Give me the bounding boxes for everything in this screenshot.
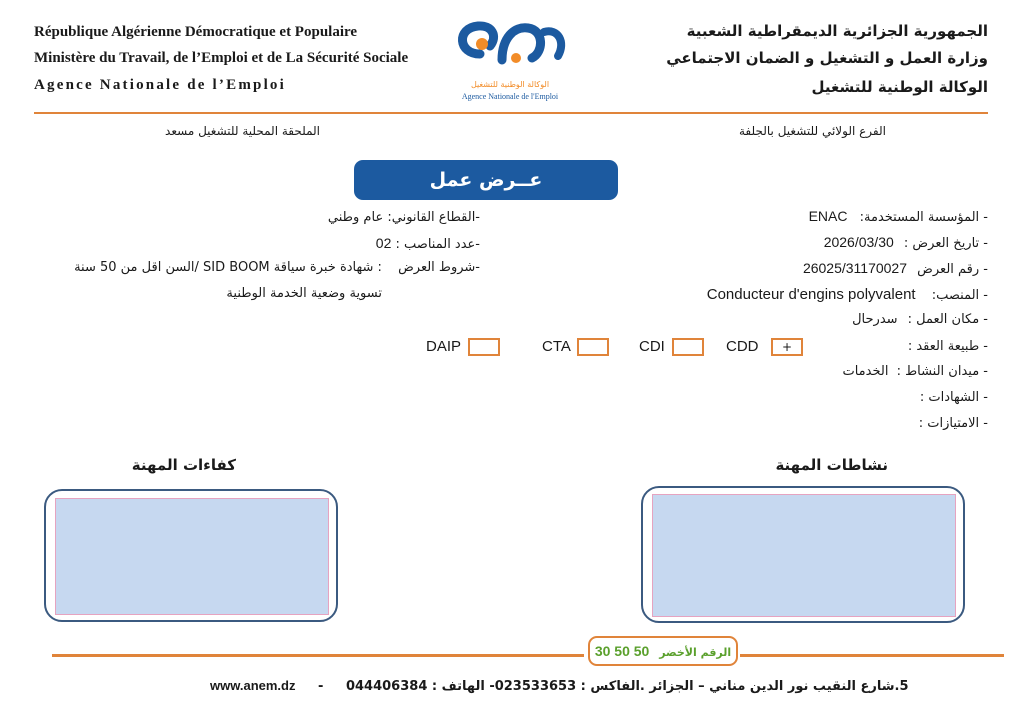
activities-panel: [641, 486, 965, 623]
logo-fr-caption: Agence Nationale de l'Emploi: [461, 92, 559, 101]
activity-field: [842, 364, 988, 379]
position-field: [707, 286, 988, 303]
regional-agency: الفرع الولائي للتشغيل بالجلفة: [739, 124, 886, 138]
anem-logo: [440, 14, 580, 106]
page-title: عــرض عمل: [354, 160, 618, 200]
contract-cdd-checkbox[interactable]: +: [771, 338, 803, 356]
header-ar-line-1: الجمهورية الجزائرية الديمقراطية الشعبية: [686, 22, 988, 40]
positions-count-value: 02: [375, 235, 392, 251]
activity-label: - ميدان النشاط :: [896, 364, 988, 379]
contract-cta-checkbox[interactable]: [577, 338, 609, 356]
employer-value: ENAC: [808, 208, 848, 224]
contract-cdd-code: CDD: [726, 338, 759, 355]
employer-field: [809, 208, 988, 225]
position-value: Conducteur d'engins polyvalent: [706, 286, 916, 303]
positions-count-field: [376, 235, 480, 252]
offer-date-field: [824, 234, 988, 251]
competencies-heading: كفاءات المهنة: [131, 456, 236, 474]
header-fr-line-2: Ministère du Travail, de l’Emploi et de La Sécurité Sociale: [34, 50, 409, 66]
position-label: - المنصب:: [931, 288, 988, 303]
activities-heading: نشاطات المهنة: [775, 456, 888, 474]
competencies-panel: [44, 489, 338, 622]
workplace-field: [852, 312, 988, 327]
green-number-value: 50 50 30: [594, 643, 650, 659]
conditions-field: [74, 260, 480, 275]
logo-ar-caption: الوكالة الوطنية للتشغيل: [470, 80, 550, 89]
header-ar-line-2: وزارة العمل و التشغيل و الضمان الاجتماعي: [666, 49, 988, 67]
footer-separator: -: [318, 679, 324, 694]
footer-line-right: [740, 654, 1004, 657]
conditions-line-1: : شهادة خبرة سياقة SID BOOM /السن اقل من 50 سنة: [74, 260, 382, 275]
green-number-label: الرقم الأخضر: [659, 646, 732, 659]
footer-address: 5.شارع النقيب نور الدين مناني – الجزائر .الفاكس : 023533653- الهاتف : 044406384: [345, 679, 909, 694]
employer-label: - المؤسسة المستخدمة:: [859, 210, 988, 225]
green-number-badge: [588, 636, 738, 666]
activities-textarea[interactable]: [652, 494, 956, 617]
header-fr-line-1: République Algérienne Démocratique et Populaire: [34, 24, 358, 40]
positions-count-label: -عدد المناصب :: [395, 237, 480, 252]
diplomas-label: - الشهادات :: [919, 390, 988, 405]
legal-sector-label: -القطاع القانوني:: [387, 210, 480, 225]
header-divider: [34, 112, 988, 114]
legal-sector-field: [328, 210, 480, 225]
local-agency: الملحقة المحلية للتشغيل مسعد: [165, 124, 320, 138]
offer-number-label: - رقم العرض: [917, 262, 988, 277]
contract-daip-code: DAIP: [426, 338, 462, 355]
footer-line-left: [52, 654, 584, 657]
offer-number-value: 26025/31170027: [802, 260, 908, 276]
footer-contact: [210, 678, 909, 694]
footer-website[interactable]: www.anem.dz: [210, 678, 296, 693]
offer-date-label: - تاريخ العرض :: [903, 236, 988, 251]
contract-cdi-code: CDI: [639, 338, 665, 355]
conditions-line-2: تسوية وضعية الخدمة الوطنية: [226, 286, 382, 301]
benefits-label: - الامتيازات :: [918, 416, 988, 431]
workplace-label: - مكان العمل :: [907, 312, 988, 327]
contract-daip-checkbox[interactable]: [468, 338, 500, 356]
header-fr-line-3: Agence Nationale de l’Emploi: [34, 77, 287, 93]
anem-logo-icon: [440, 14, 580, 86]
offer-date-value: 2026/03/30: [823, 234, 894, 250]
contract-cdi-checkbox[interactable]: [672, 338, 704, 356]
workplace-value: سدرحال: [852, 312, 898, 327]
conditions-label: -شروط العرض: [398, 260, 480, 275]
contract-type-label: - طبيعة العقد :: [907, 339, 988, 354]
competencies-textarea[interactable]: [55, 498, 329, 615]
header-ar-line-3: الوكالة الوطنية للتشغيل: [811, 78, 988, 96]
contract-cta-code: CTA: [542, 338, 571, 355]
activity-value: الخدمات: [842, 364, 889, 379]
offer-number-field: [803, 260, 988, 277]
legal-sector-value: عام وطني: [327, 210, 384, 225]
